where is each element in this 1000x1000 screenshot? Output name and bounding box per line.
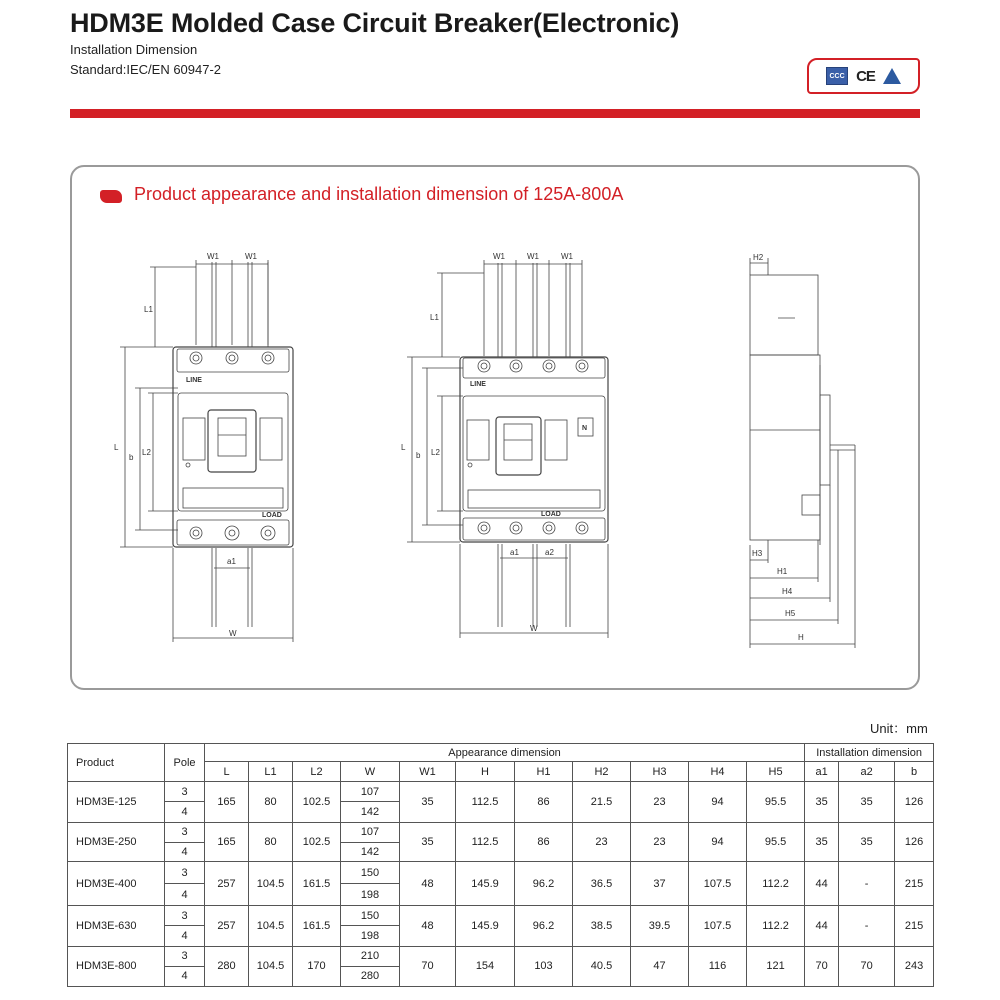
line-label: LINE <box>186 377 202 384</box>
ccc-mark-icon: CCC <box>826 67 848 85</box>
h3-cell: 37 <box>631 861 689 905</box>
h2-cell: 38.5 <box>573 906 631 946</box>
a2-cell: 35 <box>839 822 895 861</box>
column-header: L1 <box>249 762 293 782</box>
l-cell: 165 <box>205 782 249 822</box>
ce-mark-icon: CE <box>856 67 875 85</box>
h1-cell: 103 <box>515 946 573 986</box>
h2-cell: 23 <box>573 822 631 861</box>
h4-label: H4 <box>782 587 793 596</box>
l-cell: 165 <box>205 822 249 861</box>
h5-cell: 112.2 <box>747 861 805 905</box>
w1-label: W1 <box>207 252 219 261</box>
column-header: W1 <box>400 762 456 782</box>
l-cell: 257 <box>205 906 249 946</box>
column-header: H3 <box>631 762 689 782</box>
h1-cell: 96.2 <box>515 906 573 946</box>
w1-cell: 35 <box>400 822 456 861</box>
a1-cell: 44 <box>805 906 839 946</box>
standard-subtitle: Standard:IEC/EN 60947-2 <box>70 62 222 77</box>
table-row <box>68 822 934 842</box>
l2-cell: 161.5 <box>293 861 341 905</box>
a1-cell: 44 <box>805 861 839 905</box>
l2-cell: 102.5 <box>293 782 341 822</box>
w-label: W <box>229 629 237 638</box>
appearance-header: Appearance dimension <box>205 744 805 762</box>
table-row <box>68 906 934 926</box>
h3-label: H3 <box>752 549 763 558</box>
column-header: H5 <box>747 762 805 782</box>
w1-cell: 70 <box>400 946 456 986</box>
l2-cell: 170 <box>293 946 341 986</box>
l2-cell: 102.5 <box>293 822 341 861</box>
l1-label: L1 <box>144 305 153 314</box>
w-label: W <box>530 624 538 633</box>
b-cell: 215 <box>895 906 934 946</box>
l1-cell: 104.5 <box>249 946 293 986</box>
w1-label: W1 <box>493 252 505 261</box>
table-row <box>68 946 934 966</box>
h-cell: 145.9 <box>456 906 515 946</box>
w1-label: W1 <box>527 252 539 261</box>
pole-cell: 4 <box>165 842 205 861</box>
h5-cell: 121 <box>747 946 805 986</box>
h-label: H <box>798 633 804 642</box>
column-header: L2 <box>293 762 341 782</box>
b-cell: 215 <box>895 861 934 905</box>
product-cell: HDM3E-630 <box>68 906 165 946</box>
b-cell: 243 <box>895 946 934 986</box>
h2-label: H2 <box>753 253 764 262</box>
l1-cell: 104.5 <box>249 906 293 946</box>
w1-cell: 35 <box>400 782 456 822</box>
h-cell: 112.5 <box>456 782 515 822</box>
column-header: a1 <box>805 762 839 782</box>
h-cell: 154 <box>456 946 515 986</box>
pole-cell: 4 <box>165 966 205 986</box>
h3-cell: 47 <box>631 946 689 986</box>
a1-cell: 35 <box>805 782 839 822</box>
h1-cell: 86 <box>515 822 573 861</box>
l1-cell: 80 <box>249 822 293 861</box>
installation-header: Installation dimension <box>805 744 934 762</box>
column-header: W <box>341 762 400 782</box>
l1-cell: 80 <box>249 782 293 822</box>
a1-cell: 70 <box>805 946 839 986</box>
column-header: H1 <box>515 762 573 782</box>
b-label: b <box>129 453 134 462</box>
pole-cell: 4 <box>165 926 205 946</box>
w-cell: 198 <box>341 884 400 906</box>
dimension-table <box>67 743 934 987</box>
product-cell: HDM3E-125 <box>68 782 165 822</box>
h3-cell: 39.5 <box>631 906 689 946</box>
w-cell: 150 <box>341 861 400 883</box>
h5-cell: 95.5 <box>747 822 805 861</box>
line-label: LINE <box>470 381 486 388</box>
page-title: HDM3E Molded Case Circuit Breaker(Electronic) <box>70 8 680 38</box>
h4-cell: 94 <box>689 822 747 861</box>
h1-label: H1 <box>777 567 788 576</box>
w-cell: 142 <box>341 842 400 861</box>
w-cell: 107 <box>341 782 400 802</box>
a2-cell: 70 <box>839 946 895 986</box>
l2-cell: 161.5 <box>293 906 341 946</box>
w-cell: 142 <box>341 802 400 822</box>
column-header: H4 <box>689 762 747 782</box>
load-label: LOAD <box>541 511 561 518</box>
panel-heading: Product appearance and installation dimension of 125A-800A <box>134 184 624 204</box>
pole-header: Pole <box>165 744 205 782</box>
h4-cell: 116 <box>689 946 747 986</box>
l2-label: L2 <box>142 448 151 457</box>
h1-cell: 96.2 <box>515 861 573 905</box>
w1-label: W1 <box>561 252 573 261</box>
h2-cell: 21.5 <box>573 782 631 822</box>
pole-cell: 3 <box>165 861 205 883</box>
w-cell: 150 <box>341 906 400 926</box>
l2-label: L2 <box>431 448 440 457</box>
h1-cell: 86 <box>515 782 573 822</box>
a1-cell: 35 <box>805 822 839 861</box>
pole-cell: 3 <box>165 822 205 842</box>
h-cell: 112.5 <box>456 822 515 861</box>
pole-cell: 3 <box>165 906 205 926</box>
w1-cell: 48 <box>400 861 456 905</box>
column-header: b <box>895 762 934 782</box>
column-header: H <box>456 762 515 782</box>
h-cell: 145.9 <box>456 861 515 905</box>
column-header: L <box>205 762 249 782</box>
h4-cell: 94 <box>689 782 747 822</box>
product-cell: HDM3E-800 <box>68 946 165 986</box>
pole-cell: 4 <box>165 884 205 906</box>
h5-cell: 112.2 <box>747 906 805 946</box>
w-cell: 107 <box>341 822 400 842</box>
product-cell: HDM3E-400 <box>68 861 165 905</box>
column-header: a2 <box>839 762 895 782</box>
b-label: b <box>416 451 421 460</box>
installation-subtitle: Installation Dimension <box>70 42 198 57</box>
l-label: L <box>114 443 119 452</box>
a1-label: a1 <box>510 548 519 557</box>
w-cell: 210 <box>341 946 400 966</box>
w1-cell: 48 <box>400 906 456 946</box>
h4-cell: 107.5 <box>689 861 747 905</box>
a1-label: a1 <box>227 557 236 566</box>
table-row <box>68 861 934 883</box>
l-label: L <box>401 443 406 452</box>
l1-cell: 104.5 <box>249 861 293 905</box>
column-header: H2 <box>573 762 631 782</box>
product-header: Product <box>68 744 165 782</box>
w-cell: 280 <box>341 966 400 986</box>
l-cell: 280 <box>205 946 249 986</box>
pole-cell: 4 <box>165 802 205 822</box>
a2-cell: - <box>839 906 895 946</box>
b-cell: 126 <box>895 822 934 861</box>
h5-label: H5 <box>785 609 796 618</box>
h3-cell: 23 <box>631 782 689 822</box>
unit-label: Unit：mm <box>870 721 928 736</box>
product-cell: HDM3E-250 <box>68 822 165 861</box>
b-cell: 126 <box>895 782 934 822</box>
l1-label: L1 <box>430 313 439 322</box>
a2-label: a2 <box>545 548 554 557</box>
l-cell: 257 <box>205 861 249 905</box>
neutral-label: N <box>582 425 588 432</box>
pole-cell: 3 <box>165 946 205 966</box>
a2-cell: - <box>839 861 895 905</box>
h2-cell: 36.5 <box>573 861 631 905</box>
load-label: LOAD <box>262 512 282 519</box>
h3-cell: 23 <box>631 822 689 861</box>
w1-label: W1 <box>245 252 257 261</box>
h5-cell: 95.5 <box>747 782 805 822</box>
h2-cell: 40.5 <box>573 946 631 986</box>
side-view <box>750 258 855 648</box>
w-cell: 198 <box>341 926 400 946</box>
a2-cell: 35 <box>839 782 895 822</box>
table-row <box>68 782 934 802</box>
h4-cell: 107.5 <box>689 906 747 946</box>
pole-cell: 3 <box>165 782 205 802</box>
